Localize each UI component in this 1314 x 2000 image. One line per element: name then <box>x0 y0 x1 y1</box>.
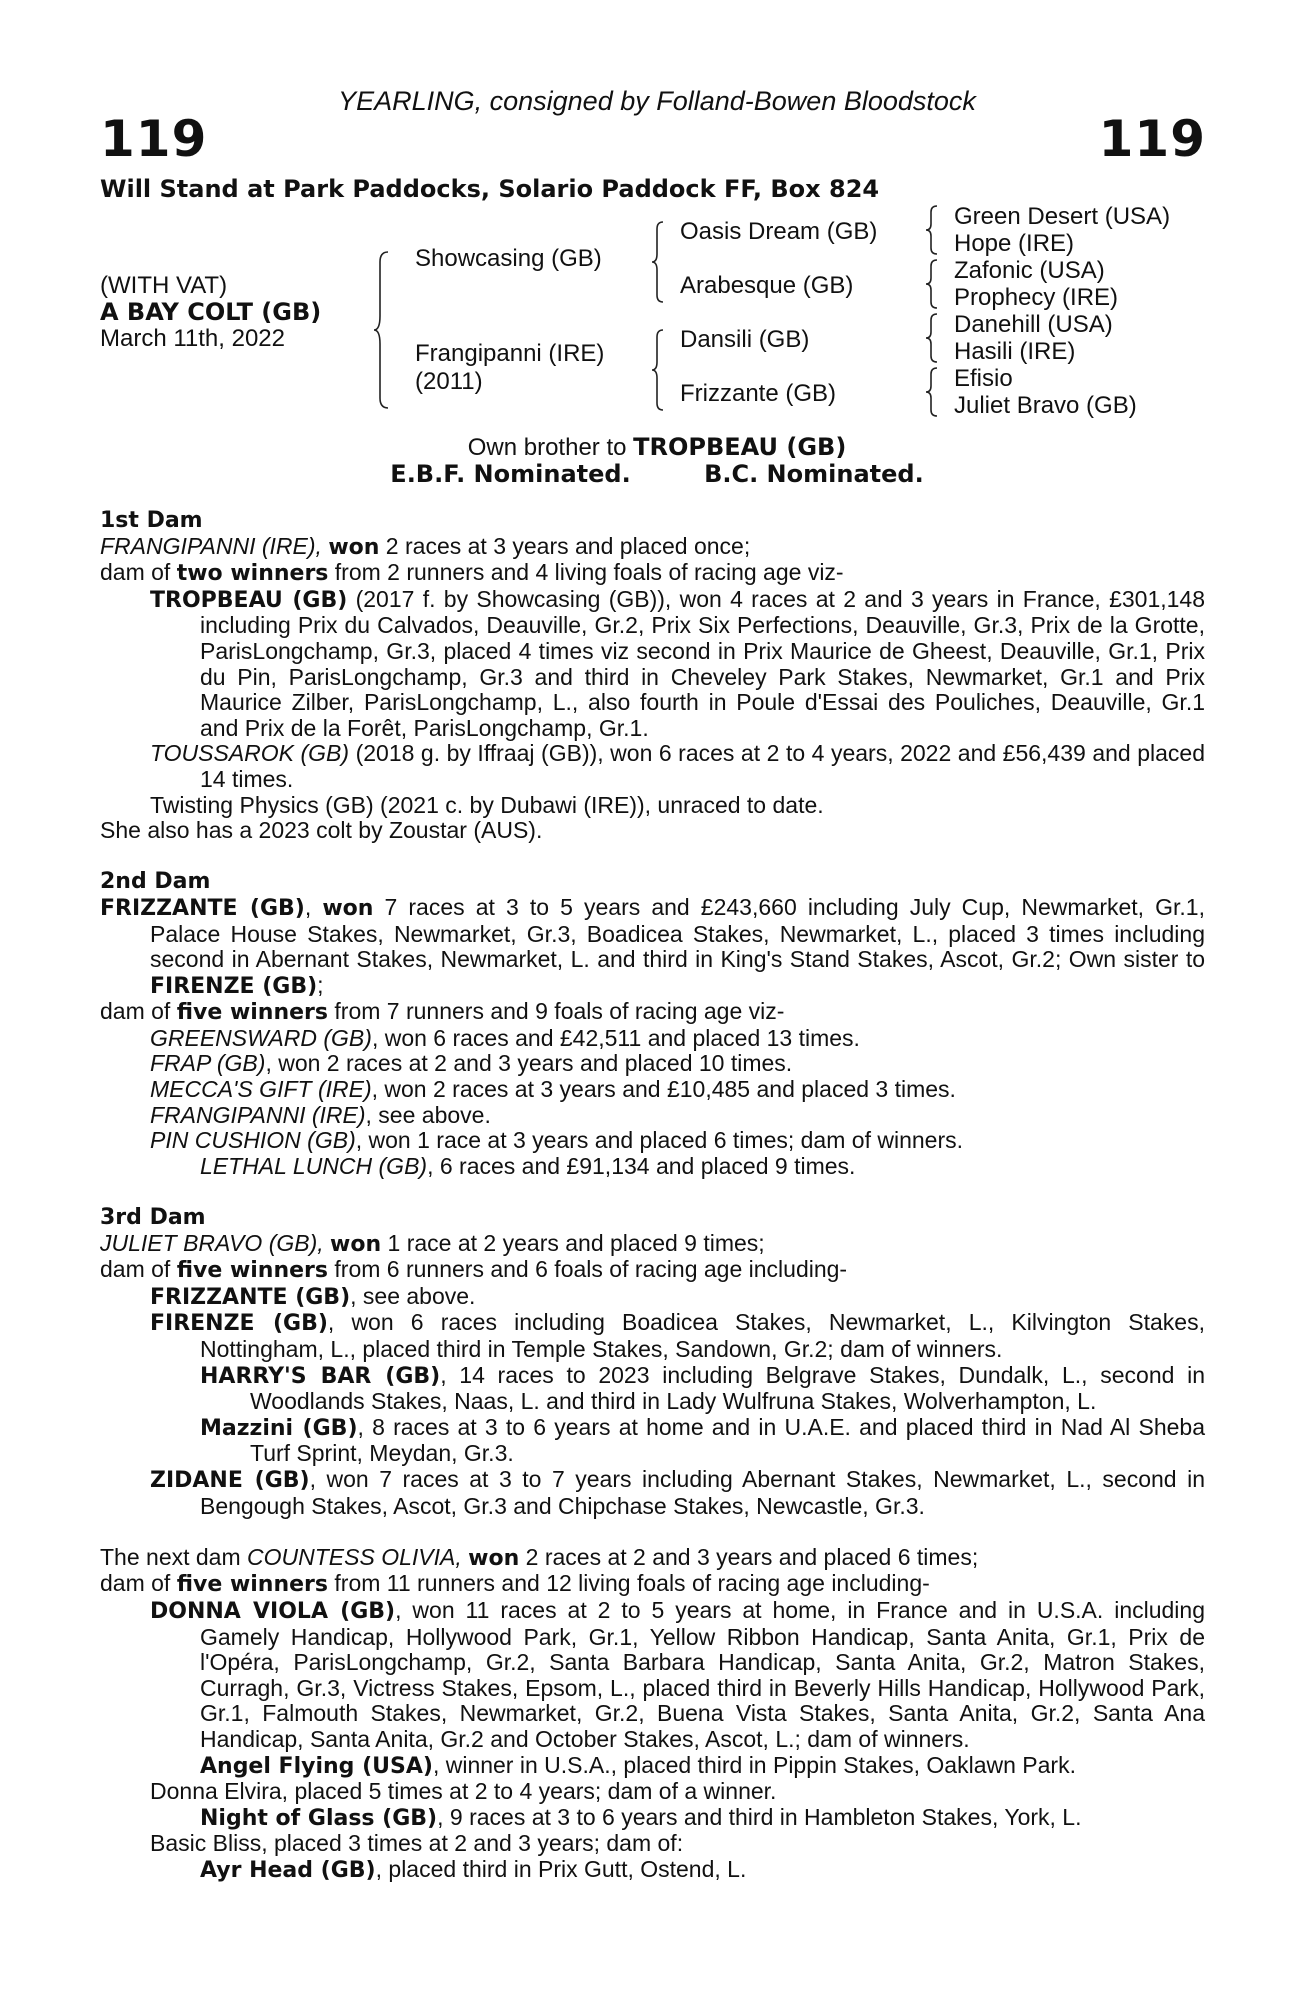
produce-pin-cushion: PIN CUSHION (GB), won 1 race at 3 years and placed 6 times; dam of winners. <box>150 1127 963 1154</box>
produce-mazzini: Mazzini (GB), 8 races at 3 to 6 years at home and in U.A.E. and placed third in Nad Al Sheba Turf Sprint, Meydan, Gr.3. <box>200 1413 1206 1467</box>
nominations-line: E.B.F. Nominated. B.C. Nominated. <box>390 460 924 488</box>
catalogue-subtitle: YEARLING, consigned by Folland-Bowen Bloodstock <box>338 86 976 116</box>
fourth-dam-produce-line: dam of five winners from 11 runners and 12 living foals of racing age including- <box>100 1570 930 1598</box>
pedigree-gg-5: Danehill (USA) <box>954 311 1113 338</box>
produce-angel-flying: Angel Flying (USA), winner in U.S.A., placed third in Pippin Stakes, Oaklawn Park. <box>200 1751 1076 1779</box>
produce-zidane: ZIDANE (GB), won 7 races at 3 to 7 years including Abernant Stakes, Newmarket, L., second in Bengough Stakes, Ascot, Gr.3 and Chipchase Stakes, Newcastle, Gr.3. <box>150 1465 1205 1519</box>
pedigree-brace-main <box>372 250 392 410</box>
produce-basic-bliss: Basic Bliss, placed 3 times at 2 and 3 years; dam of: <box>150 1830 684 1857</box>
nomination-notes <box>0 434 1314 488</box>
produce-frizzante: FRIZZANTE (GB), see above. <box>150 1282 476 1310</box>
first-dam-heading: 1st Dam <box>100 508 203 533</box>
lot-title: A BAY COLT (GB) <box>100 298 322 326</box>
second-dam-produce-line: dam of five winners from 7 runners and 9 foals of racing age viz- <box>100 998 785 1026</box>
produce-harrys-bar: HARRY'S BAR (GB), 14 races to 2023 including Belgrave Stakes, Dundalk, L., second in Woodlands Stakes, Naas, L. and third in Lady Wulfruna Stakes, Wolverhampton, L. <box>200 1361 1205 1415</box>
produce-night-of-glass: Night of Glass (GB), 9 races at 3 to 6 years and third in Hambleton Stakes, York, L. <box>200 1803 1082 1831</box>
pedigree-brace-sire <box>650 220 666 304</box>
pedigree-sire-sire: Oasis Dream (GB) <box>680 218 878 245</box>
pedigree-brace-dam <box>650 328 666 412</box>
lot-number-left: 119 <box>100 110 208 168</box>
second-dam-heading: 2nd Dam <box>100 869 211 895</box>
produce-tropbeau: TROPBEAU (GB) (2017 f. by Showcasing (GB)), won 4 races at 2 and 3 years in France, £301,148 including Prix du Calvados, Deauville, Gr.2, Prix Six Perfections, Deauville, Gr.3, Prix de la Grotte, ParisLongchamp, Gr.3, placed 4 times viz second in Prix Maurice de Gheest, Deauville, Gr.1, Prix du Pin, ParisLongchamp, Gr.3 and third in Cheveley Park Stakes, Newmarket, Gr.1 and Prix Maurice Zilber, ParisLongchamp, L., also fourth in Poule d'Essai des Pouliches, Deauville, Gr.1 and Prix de la Forêt, ParisLongchamp, Gr.1. <box>150 585 1205 741</box>
produce-lethal-lunch: LETHAL LUNCH (GB), 6 races and £91,134 and placed 9 times. <box>200 1152 856 1179</box>
pedigree-gg-3: Zafonic (USA) <box>954 257 1105 284</box>
pedigree-gg-2: Hope (IRE) <box>954 230 1075 257</box>
fourth-dam-line: The next dam COUNTESS OLIVIA, won 2 races at 2 and 3 years and placed 6 times; <box>100 1543 979 1571</box>
pedigree-sire: Showcasing (GB) <box>415 245 602 272</box>
lot-number-right: 119 <box>1098 110 1206 168</box>
third-dam-heading: 3rd Dam <box>100 1205 206 1231</box>
produce-2023-colt: She also has a 2023 colt by Zoustar (AUS). <box>100 817 543 844</box>
stand-location: Will Stand at Park Paddocks, Solario Paddock FF, Box 824 <box>100 175 880 203</box>
pedigree-dam-year: (2011) <box>415 368 483 395</box>
second-dam-line: FRIZZANTE (GB), won 7 races at 3 to 5 years and £243,660 including July Cup, Newmarket, Gr.1, Palace House Stakes, Newmarket, Gr.3, Boadicea Stakes, Newmarket, L., placed 3 times including second in Abernant Stakes, Newmarket, L. and third in King's Stand Stakes, Ascot, Gr.2; Own sister to FIRENZE (GB); <box>100 893 1205 999</box>
pedigree-brace-g2 <box>924 258 940 310</box>
pedigree-gg-1: Green Desert (USA) <box>954 203 1171 230</box>
third-dam-line: JULIET BRAVO (GB), won 1 race at 2 years and placed 9 times; <box>100 1229 765 1257</box>
produce-donna-viola: DONNA VIOLA (GB), won 11 races at 2 to 5 years at home, in France and in U.S.A. including Gamely Handicap, Hollywood Park, Gr.1, Yellow Ribbon Handicap, Santa Anita, Gr.1, Prix de l'Opéra, ParisLongchamp, Gr.2, Santa Barbara Handicap, Santa Anita, Gr.2, Matron Stakes, Curragh, Gr.3, Victress Stakes, Epsom, L., placed third in Beverly Hills Handicap, Hollywood Park, Gr.1, Falmouth Stakes, Newmarket, Gr.2, Buena Vista Stakes, Santa Anita, Gr.2, Santa Ana Handicap, Santa Anita, Gr.2 and October Stakes, Ascot, L.; dam of winners. <box>150 1596 1205 1752</box>
pedigree-gg-8: Juliet Bravo (GB) <box>954 392 1137 419</box>
first-dam-produce-line: dam of two winners from 2 runners and 4 living foals of racing age viz- <box>100 559 844 587</box>
produce-meccas-gift: MECCA'S GIFT (IRE), won 2 races at 3 years and £10,485 and placed 3 times. <box>150 1076 956 1103</box>
pedigree-dam: Frangipanni (IRE) <box>415 340 605 367</box>
produce-twisting-physics: Twisting Physics (GB) (2021 c. by Dubawi (IRE)), unraced to date. <box>150 791 824 818</box>
vat-label: (WITH VAT) <box>100 272 228 299</box>
pedigree-gg-7: Efisio <box>954 365 1013 392</box>
produce-frap: FRAP (GB), won 2 races at 2 and 3 years and placed 10 times. <box>150 1050 793 1077</box>
pedigree-sire-dam: Arabesque (GB) <box>680 272 854 299</box>
own-brother-line: Own brother to TROPBEAU (GB) <box>467 433 847 461</box>
foaling-date: March 11th, 2022 <box>100 325 286 352</box>
produce-donna-elvira: Donna Elvira, placed 5 times at 2 to 4 years; dam of a winner. <box>150 1778 777 1805</box>
third-dam-produce-line: dam of five winners from 6 runners and 6 foals of racing age including- <box>100 1256 848 1284</box>
produce-firenze: FIRENZE (GB), won 6 races including Boadicea Stakes, Newmarket, L., Kilvington Stakes, Nottingham, L., placed third in Temple Stakes, Sandown, Gr.2; dam of winners. <box>150 1309 1205 1362</box>
pedigree-dam-sire: Dansili (GB) <box>680 326 810 353</box>
produce-greensward: GREENSWARD (GB), won 6 races and £42,511 and placed 13 times. <box>150 1024 860 1051</box>
produce-frangipanni: FRANGIPANNI (IRE), see above. <box>150 1101 491 1128</box>
pedigree-gg-6: Hasili (IRE) <box>954 338 1076 365</box>
produce-ayr-head: Ayr Head (GB), placed third in Prix Gutt, Ostend, L. <box>200 1855 747 1883</box>
pedigree-brace-g4 <box>924 366 940 418</box>
pedigree-brace-g3 <box>924 312 940 364</box>
produce-toussarok: TOUSSAROK (GB) (2018 g. by Iffraaj (GB)), won 6 races at 2 to 4 years, 2022 and £56,439 and placed 14 times. <box>150 740 1205 792</box>
pedigree-body <box>100 508 1205 1883</box>
pedigree-brace-g1 <box>924 204 940 256</box>
first-dam-line: FRANGIPANNI (IRE), won 2 races at 3 years and placed once; <box>100 532 751 560</box>
pedigree-dam-dam: Frizzante (GB) <box>680 380 837 407</box>
pedigree-gg-4: Prophecy (IRE) <box>954 284 1119 311</box>
